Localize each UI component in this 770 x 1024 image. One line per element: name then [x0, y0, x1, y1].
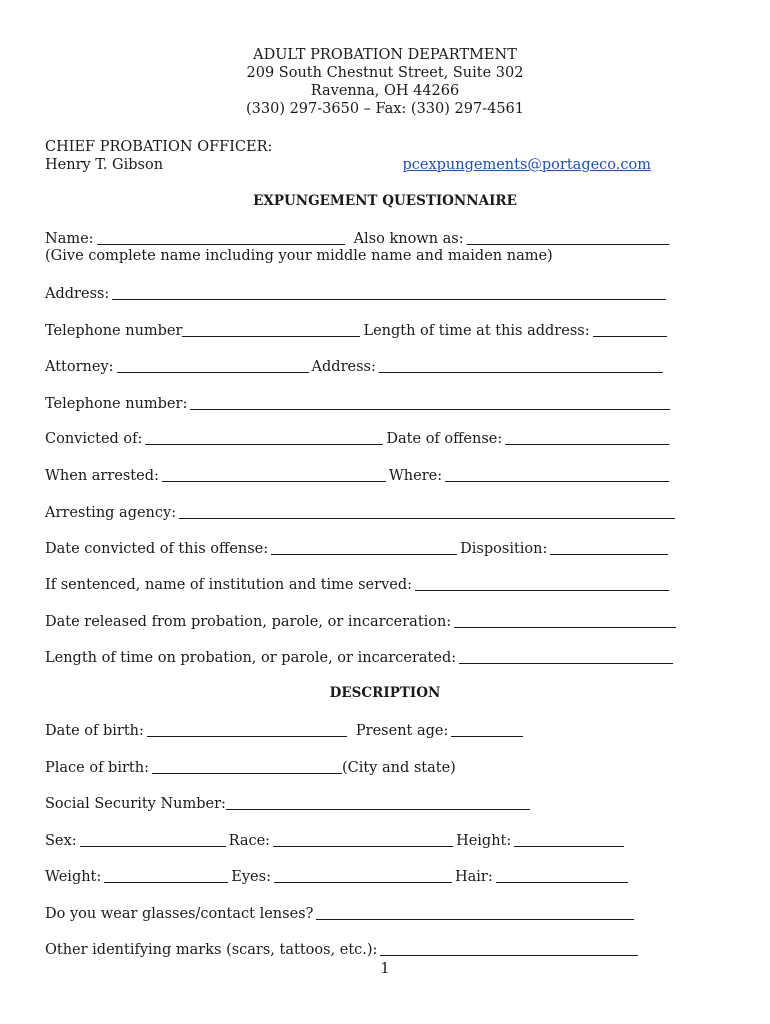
length-probation-label: Length of time on probation, or parole, or incarcerated: [45, 650, 457, 666]
attorney-field[interactable] [117, 359, 309, 373]
agency-row [45, 503, 685, 521]
length-address-field[interactable] [593, 323, 667, 337]
ssn-row [45, 794, 685, 812]
name-label: Name: [45, 231, 94, 247]
officer-label: CHIEF PROBATION OFFICER: [45, 139, 273, 155]
sentenced-row [45, 575, 685, 593]
department-name: ADULT PROBATION DEPARTMENT [253, 47, 517, 63]
name-note: (Give complete name including your middle name and maiden name) [45, 248, 553, 264]
telephone-field[interactable] [182, 323, 360, 337]
address-label: Address: [45, 286, 110, 302]
date-convicted-label: Date convicted of this offense: [45, 541, 269, 557]
chief-officer-block [45, 138, 651, 174]
date-released-label: Date released from probation, parole, or incarceration: [45, 614, 452, 630]
city-address: Ravenna, OH 44266 [310, 83, 460, 99]
phone-fax: (330) 297-3650 – Fax: (330) 297-4561 [245, 101, 524, 117]
weight-field[interactable] [104, 869, 228, 883]
weight-eyes-hair-row [45, 867, 685, 885]
name-field[interactable] [97, 231, 345, 245]
ssn-field[interactable] [226, 796, 530, 810]
date-offense-label: Date of offense: [386, 431, 503, 447]
date-convicted-field[interactable] [271, 541, 457, 555]
officer-name: Henry T. Gibson [45, 157, 164, 173]
telephone-row [45, 321, 685, 339]
hair-field[interactable] [496, 869, 628, 883]
dob-field[interactable] [147, 723, 347, 737]
race-field[interactable] [273, 833, 453, 847]
dob-row [45, 721, 685, 739]
aka-label: Also known as: [353, 231, 464, 247]
attorney-address-field[interactable] [379, 359, 663, 373]
sentenced-field[interactable] [415, 577, 669, 591]
address-row [45, 284, 685, 302]
age-field[interactable] [451, 723, 523, 737]
dob-label: Date of birth: [45, 723, 144, 739]
glasses-field[interactable] [316, 906, 634, 920]
email-link[interactable]: pcexpungements@portageco.com [402, 157, 651, 173]
where-field[interactable] [445, 468, 669, 482]
pob-label: Place of birth: [45, 760, 149, 776]
height-label: Height: [456, 833, 512, 849]
glasses-row [45, 904, 685, 922]
when-arrested-label: When arrested: [45, 468, 159, 484]
pob-note: (City and state) [341, 760, 456, 776]
sex-field[interactable] [80, 833, 226, 847]
age-label: Present age: [355, 723, 449, 739]
form-title: EXPUNGEMENT QUESTIONNAIRE [253, 193, 517, 209]
ssn-label: Social Security Number: [45, 796, 226, 812]
street-address: 209 South Chestnut Street, Suite 302 [246, 65, 524, 81]
attorney-label: Attorney: [45, 359, 114, 375]
attorney-phone-field[interactable] [190, 396, 670, 410]
arrested-row [45, 466, 685, 484]
letterhead [0, 46, 770, 118]
convicted-of-label: Convicted of: [45, 431, 143, 447]
glasses-label: Do you wear glasses/contact lenses? [45, 906, 314, 922]
date-released-field[interactable] [454, 614, 676, 628]
length-address-label: Length of time at this address: [363, 323, 590, 339]
convicted-row [45, 429, 685, 447]
where-label: Where: [388, 468, 443, 484]
eyes-label: Eyes: [231, 869, 271, 885]
date-offense-field[interactable] [505, 431, 669, 445]
page-number: 1 [380, 961, 390, 977]
disposition-label: Disposition: [460, 541, 548, 557]
address-field[interactable] [112, 286, 666, 300]
weight-label: Weight: [45, 869, 102, 885]
agency-field[interactable] [179, 505, 675, 519]
agency-label: Arresting agency: [45, 505, 177, 521]
telephone-label: Telephone number [45, 323, 183, 339]
marks-field[interactable] [380, 942, 638, 956]
hair-label: Hair: [454, 869, 493, 885]
date-released-row [45, 612, 685, 630]
aka-field[interactable] [467, 231, 669, 245]
eyes-field[interactable] [274, 869, 452, 883]
length-probation-field[interactable] [459, 650, 673, 664]
attorney-phone-label: Telephone number: [45, 396, 188, 412]
when-arrested-field[interactable] [162, 468, 386, 482]
sex-label: Sex: [45, 833, 77, 849]
convicted-of-field[interactable] [145, 431, 383, 445]
sex-race-height-row [45, 831, 685, 849]
attorney-address-label: Address: [311, 359, 376, 375]
attorney-phone-row [45, 394, 685, 412]
name-row [45, 229, 685, 247]
pob-field[interactable] [152, 760, 342, 774]
sentenced-label: If sentenced, name of institution and time served: [45, 577, 413, 593]
date-convicted-row [45, 539, 685, 557]
disposition-field[interactable] [550, 541, 668, 555]
length-probation-row [45, 648, 685, 666]
marks-label: Other identifying marks (scars, tattoos, etc.): [45, 942, 378, 958]
marks-row [45, 940, 685, 958]
race-label: Race: [228, 833, 271, 849]
pob-row [45, 758, 685, 776]
height-field[interactable] [514, 833, 624, 847]
attorney-row [45, 357, 685, 375]
description-title: DESCRIPTION [329, 685, 441, 701]
